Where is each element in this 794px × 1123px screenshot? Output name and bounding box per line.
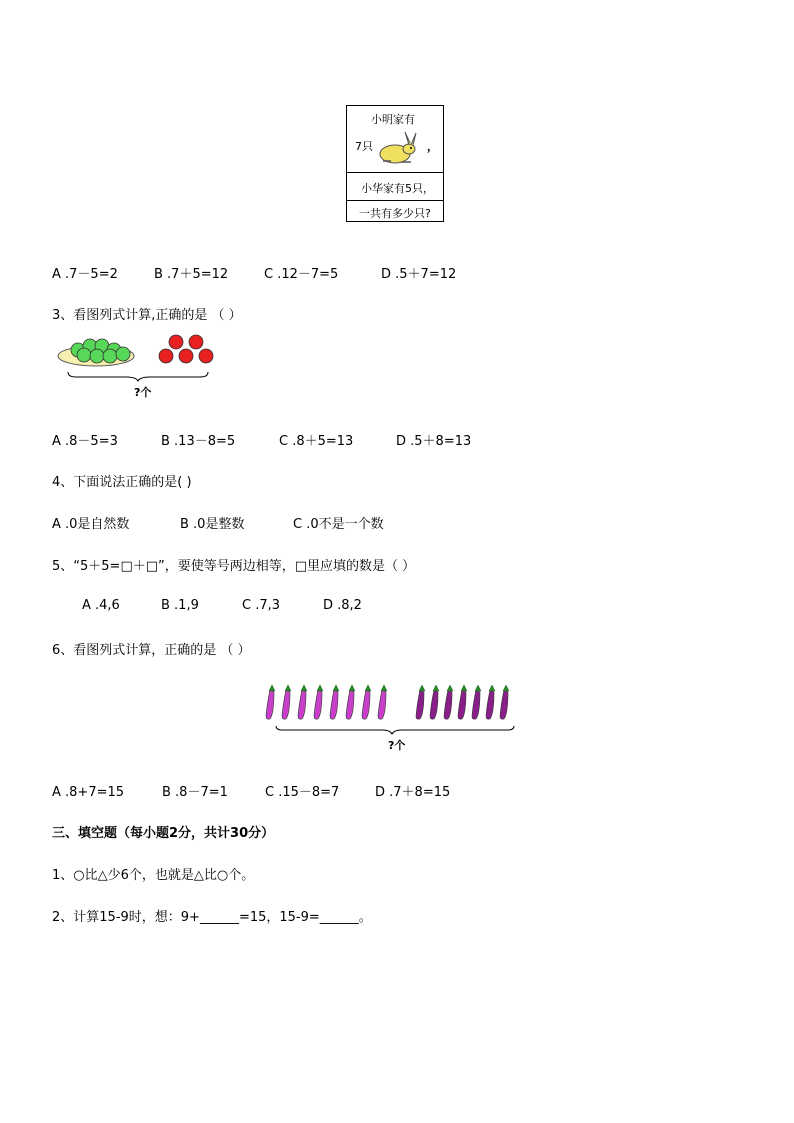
green-apples-plate <box>58 339 134 366</box>
q4-options <box>52 513 384 532</box>
rabbit-card-comma: ， <box>427 140 438 153</box>
q5-option-c: C .7,3 <box>242 598 281 613</box>
eggplants-brace <box>276 726 514 734</box>
rabbit-card-middle <box>347 172 443 200</box>
q3-options <box>52 430 471 449</box>
q6-question: 6、看图列式计算，正确的是 （ ） <box>52 643 251 658</box>
q3-option-a: A .8－5=3 <box>52 434 118 449</box>
q2-option-d: D .5＋7=12 <box>381 267 457 282</box>
section3-title: 三、填空题（每小题2分，共计30分） <box>52 826 275 841</box>
q4-option-b: B .0是整数 <box>180 517 245 532</box>
q3-option-d: D .5＋8=13 <box>396 434 472 449</box>
q6-option-a: A .8+7=15 <box>52 785 125 800</box>
q5-question: 5、“5＋5=□＋□”，要使等号两边相等，□里应填的数是（ ） <box>52 559 416 574</box>
q2-option-a: A .7－5=2 <box>52 267 118 282</box>
rabbit-card-count: 7只 <box>355 140 373 153</box>
q3-question: 3、看图列式计算,正确的是 （ ） <box>52 308 242 323</box>
q5-option-b: B .1,9 <box>161 598 199 613</box>
q5-option-d: D .8,2 <box>323 598 362 613</box>
q6-options <box>52 781 450 800</box>
rabbit-icon <box>375 130 423 166</box>
dark-eggplants <box>416 685 509 719</box>
q2-option-b: B .7＋5=12 <box>154 267 229 282</box>
q5-options <box>82 598 362 613</box>
apples-figure <box>56 330 221 385</box>
section3-item-1: 1、○比△少6个，也就是△比○个。 <box>52 868 255 883</box>
rabbit-card-top <box>347 106 443 172</box>
q3-option-b: B .13－8=5 <box>161 434 236 449</box>
red-apples <box>159 335 213 363</box>
apples-brace <box>68 372 208 381</box>
q4-option-a: A .0是自然数 <box>52 517 130 532</box>
eggplants-figure <box>262 684 524 736</box>
q3-option-c: C .8＋5=13 <box>279 434 354 449</box>
q4-question: 4、下面说法正确的是( ) <box>52 475 192 490</box>
rabbit-card-line1: 小明家有 <box>371 113 415 126</box>
section3-item-2: 2、计算15-9时，想：9+______=15，15-9=______。 <box>52 910 372 925</box>
q4-option-c: C .0不是一个数 <box>293 517 384 532</box>
q6-option-d: D .7＋8=15 <box>375 785 451 800</box>
q2-options <box>52 263 456 282</box>
q3-total-label: ?个 <box>134 386 152 399</box>
q2-option-c: C .12－7=5 <box>264 267 339 282</box>
rabbit-card-line3: 一共有多少只? <box>359 207 431 220</box>
rabbit-card-line2: 小华家有5只， <box>361 182 434 195</box>
rabbit-card-bottom <box>347 200 443 222</box>
q6-total-label: ?个 <box>388 739 406 752</box>
q5-option-a: A .4,6 <box>82 598 120 613</box>
light-eggplants <box>266 685 387 719</box>
q6-option-c: C .15－8=7 <box>265 785 340 800</box>
q6-option-b: B .8－7=1 <box>162 785 228 800</box>
rabbit-problem-card <box>346 105 444 222</box>
